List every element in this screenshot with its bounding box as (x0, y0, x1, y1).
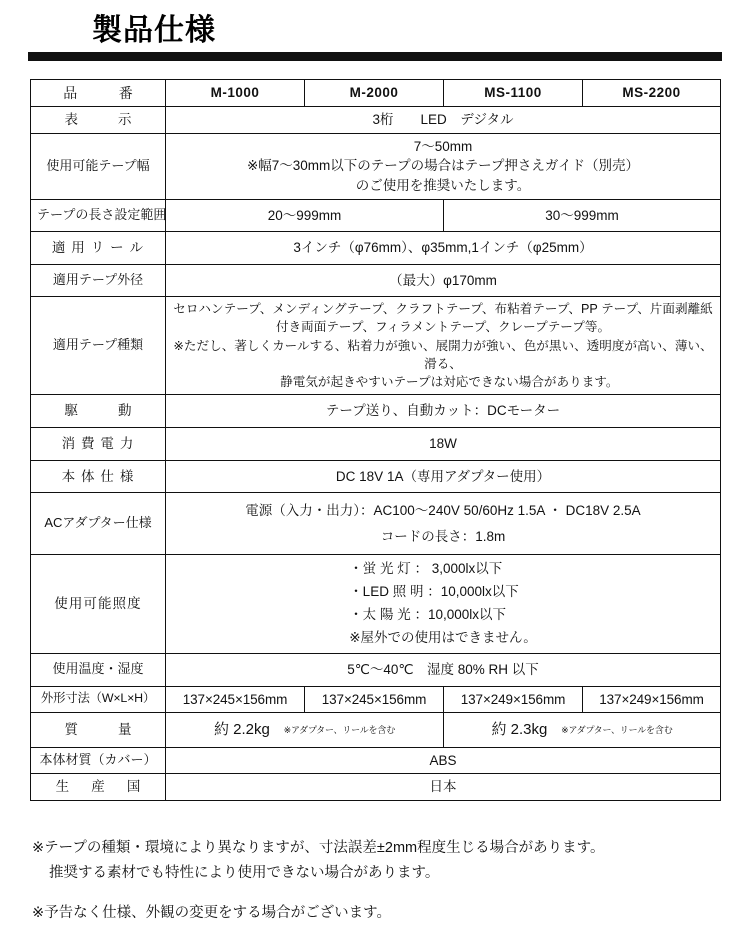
row-value-origin: 日本 (166, 774, 721, 801)
table-row-reel (31, 232, 721, 265)
table-row-display (31, 107, 721, 134)
weight-value-right: 約 2.3kg (491, 721, 548, 739)
table-row-drive (31, 395, 721, 428)
footnote-spacer (32, 887, 732, 901)
ac-adapter-line-2: コードの長さ：1.8m (380, 528, 506, 544)
tape-types-line-1: セロハンテープ、メンディングテープ、クラフトテープ、布粘着テープ、PP テープ、片面剥離紙 (173, 302, 713, 317)
row-value-power-consumption: 18W (166, 428, 721, 461)
table-row-material (31, 747, 721, 774)
row-value-drive: テープ送り、自動カット：DCモーター (166, 395, 721, 428)
row-value-reel: 3インチ（φ76mm）、φ35mm,1インチ（φ25mm） (166, 232, 721, 265)
table-row-tape-width (31, 133, 721, 199)
row-label-tape-types: 適用テープ種類 (31, 297, 166, 395)
page-title-block (28, 14, 722, 61)
weight-note-left: ※アダプター、リールを含む (283, 725, 396, 736)
footnote-2: ※予告なく仕様、外観の変更をする場合がございます。 (32, 904, 391, 921)
row-label-material: 本体材質（カバー） (31, 747, 166, 774)
specification-table (30, 79, 721, 801)
tape-width-line-3: のご使用を推奨いたします。 (355, 177, 531, 193)
ac-adapter-line-1: 電源（入力・出力）：AC100〜240V 50/60Hz 1.5A ・ DC18V 2.5A (245, 503, 641, 519)
row-label-reel: 適 用 リ ー ル (31, 232, 166, 265)
row-value-material: ABS (166, 747, 721, 774)
weight-cell-right (444, 713, 721, 748)
page-title: 製品仕様 (92, 14, 216, 47)
row-label-drive: 駆 動 (31, 395, 166, 428)
row-value-length-range-right: 30〜999mm (444, 199, 721, 232)
footnotes-block (32, 836, 732, 926)
table-row-model-number (31, 80, 721, 107)
tape-types-line-3: ※ただし、著しくカールする、粘着力が強い、展開力が強い、色が黒い、透明度が高い、薄い、滑る、 (173, 338, 713, 371)
row-label-body-spec: 本 体 仕 様 (31, 460, 166, 493)
row-label-dimensions: 外形寸法（W×L×H） (31, 686, 166, 713)
tape-width-line-2: ※幅7〜30mm以下のテープの場合はテープ押さえガイド（別売） (246, 158, 640, 174)
illuminance-line-1: ・蛍 光 灯 ： 3,000lx以下 (349, 561, 503, 577)
illuminance-line-3: ・太 陽 光 ：10,000lx以下 (349, 607, 506, 623)
tape-width-line-1: 7〜50mm (413, 138, 473, 154)
row-label-temp-humidity: 使用温度・湿度 (31, 654, 166, 687)
table-row-illuminance (31, 555, 721, 654)
row-label-power-consumption: 消 費 電 力 (31, 428, 166, 461)
table-row-dimensions (31, 686, 721, 713)
row-value-illuminance (166, 555, 721, 654)
weight-note-right: ※アダプター、リールを含む (561, 725, 673, 736)
table-row-body-spec (31, 460, 721, 493)
weight-cell-left (166, 713, 444, 748)
row-value-tape-types (166, 297, 721, 395)
row-value-tape-width (166, 133, 721, 199)
row-value-tape-outer-dia: （最大）φ170mm (166, 264, 721, 297)
row-value-length-range-left: 20〜999mm (166, 199, 444, 232)
model-cell-3: MS-1100 (444, 80, 583, 107)
tape-types-line-4: 静電気が起きやすいテープは対応できない場合があります。 (267, 375, 619, 390)
row-value-display: 3桁 LED デジタル (166, 107, 721, 134)
row-value-body-spec: DC 18V 1A（専用アダプター使用） (166, 460, 721, 493)
row-value-temp-humidity: 5℃〜40℃ 湿度 80% RH 以下 (166, 654, 721, 687)
dimensions-cell-3: 137×249×156mm (444, 686, 583, 713)
row-label-tape-width: 使用可能テープ幅 (31, 133, 166, 199)
table-row-power-consumption (31, 428, 721, 461)
table-row-tape-types (31, 297, 721, 395)
dimensions-cell-1: 137×245×156mm (166, 686, 305, 713)
illuminance-line-4: ※屋外での使用はできません。 (349, 630, 537, 646)
illuminance-line-2: ・LED 照 明 ：10,000lx以下 (349, 584, 519, 600)
title-underline-bar (28, 52, 722, 61)
row-label-display: 表 示 (31, 107, 166, 134)
model-cell-2: M-2000 (305, 80, 444, 107)
table-row-length-range (31, 199, 721, 232)
table-row-temp-humidity (31, 654, 721, 687)
table-row-origin (31, 774, 721, 801)
dimensions-cell-2: 137×245×156mm (305, 686, 444, 713)
row-label-model-number: 品 番 (31, 80, 166, 107)
footnote-1-line-1: ※テープの種類・環境により異なりますが、寸法誤差±2mm程度生じる場合があります。 (32, 840, 605, 856)
row-label-tape-outer-dia: 適用テープ外径 (31, 264, 166, 297)
table-row-tape-outer-dia (31, 264, 721, 297)
row-label-weight: 質 量 (31, 713, 166, 748)
dimensions-cell-4: 137×249×156mm (583, 686, 721, 713)
tape-types-line-2: 付き両面テープ、フィラメントテープ、クレープテープ等。 (275, 320, 611, 335)
table-row-weight (31, 713, 721, 748)
model-cell-4: MS-2200 (583, 80, 721, 107)
table-row-ac-adapter (31, 493, 721, 555)
row-label-origin: 生 産 国 (31, 774, 166, 801)
model-cell-1: M-1000 (166, 80, 305, 107)
row-label-length-range: テープの長さ設定範囲 (31, 199, 166, 232)
row-label-ac-adapter: ACアダプター仕様 (31, 493, 166, 555)
weight-value-left: 約 2.2kg (213, 721, 270, 739)
footnote-1-line-2: 推奨する素材でも特性により使用できない場合があります。 (49, 865, 440, 882)
row-value-ac-adapter (166, 493, 721, 555)
row-label-illuminance: 使用可能照度 (31, 555, 166, 654)
